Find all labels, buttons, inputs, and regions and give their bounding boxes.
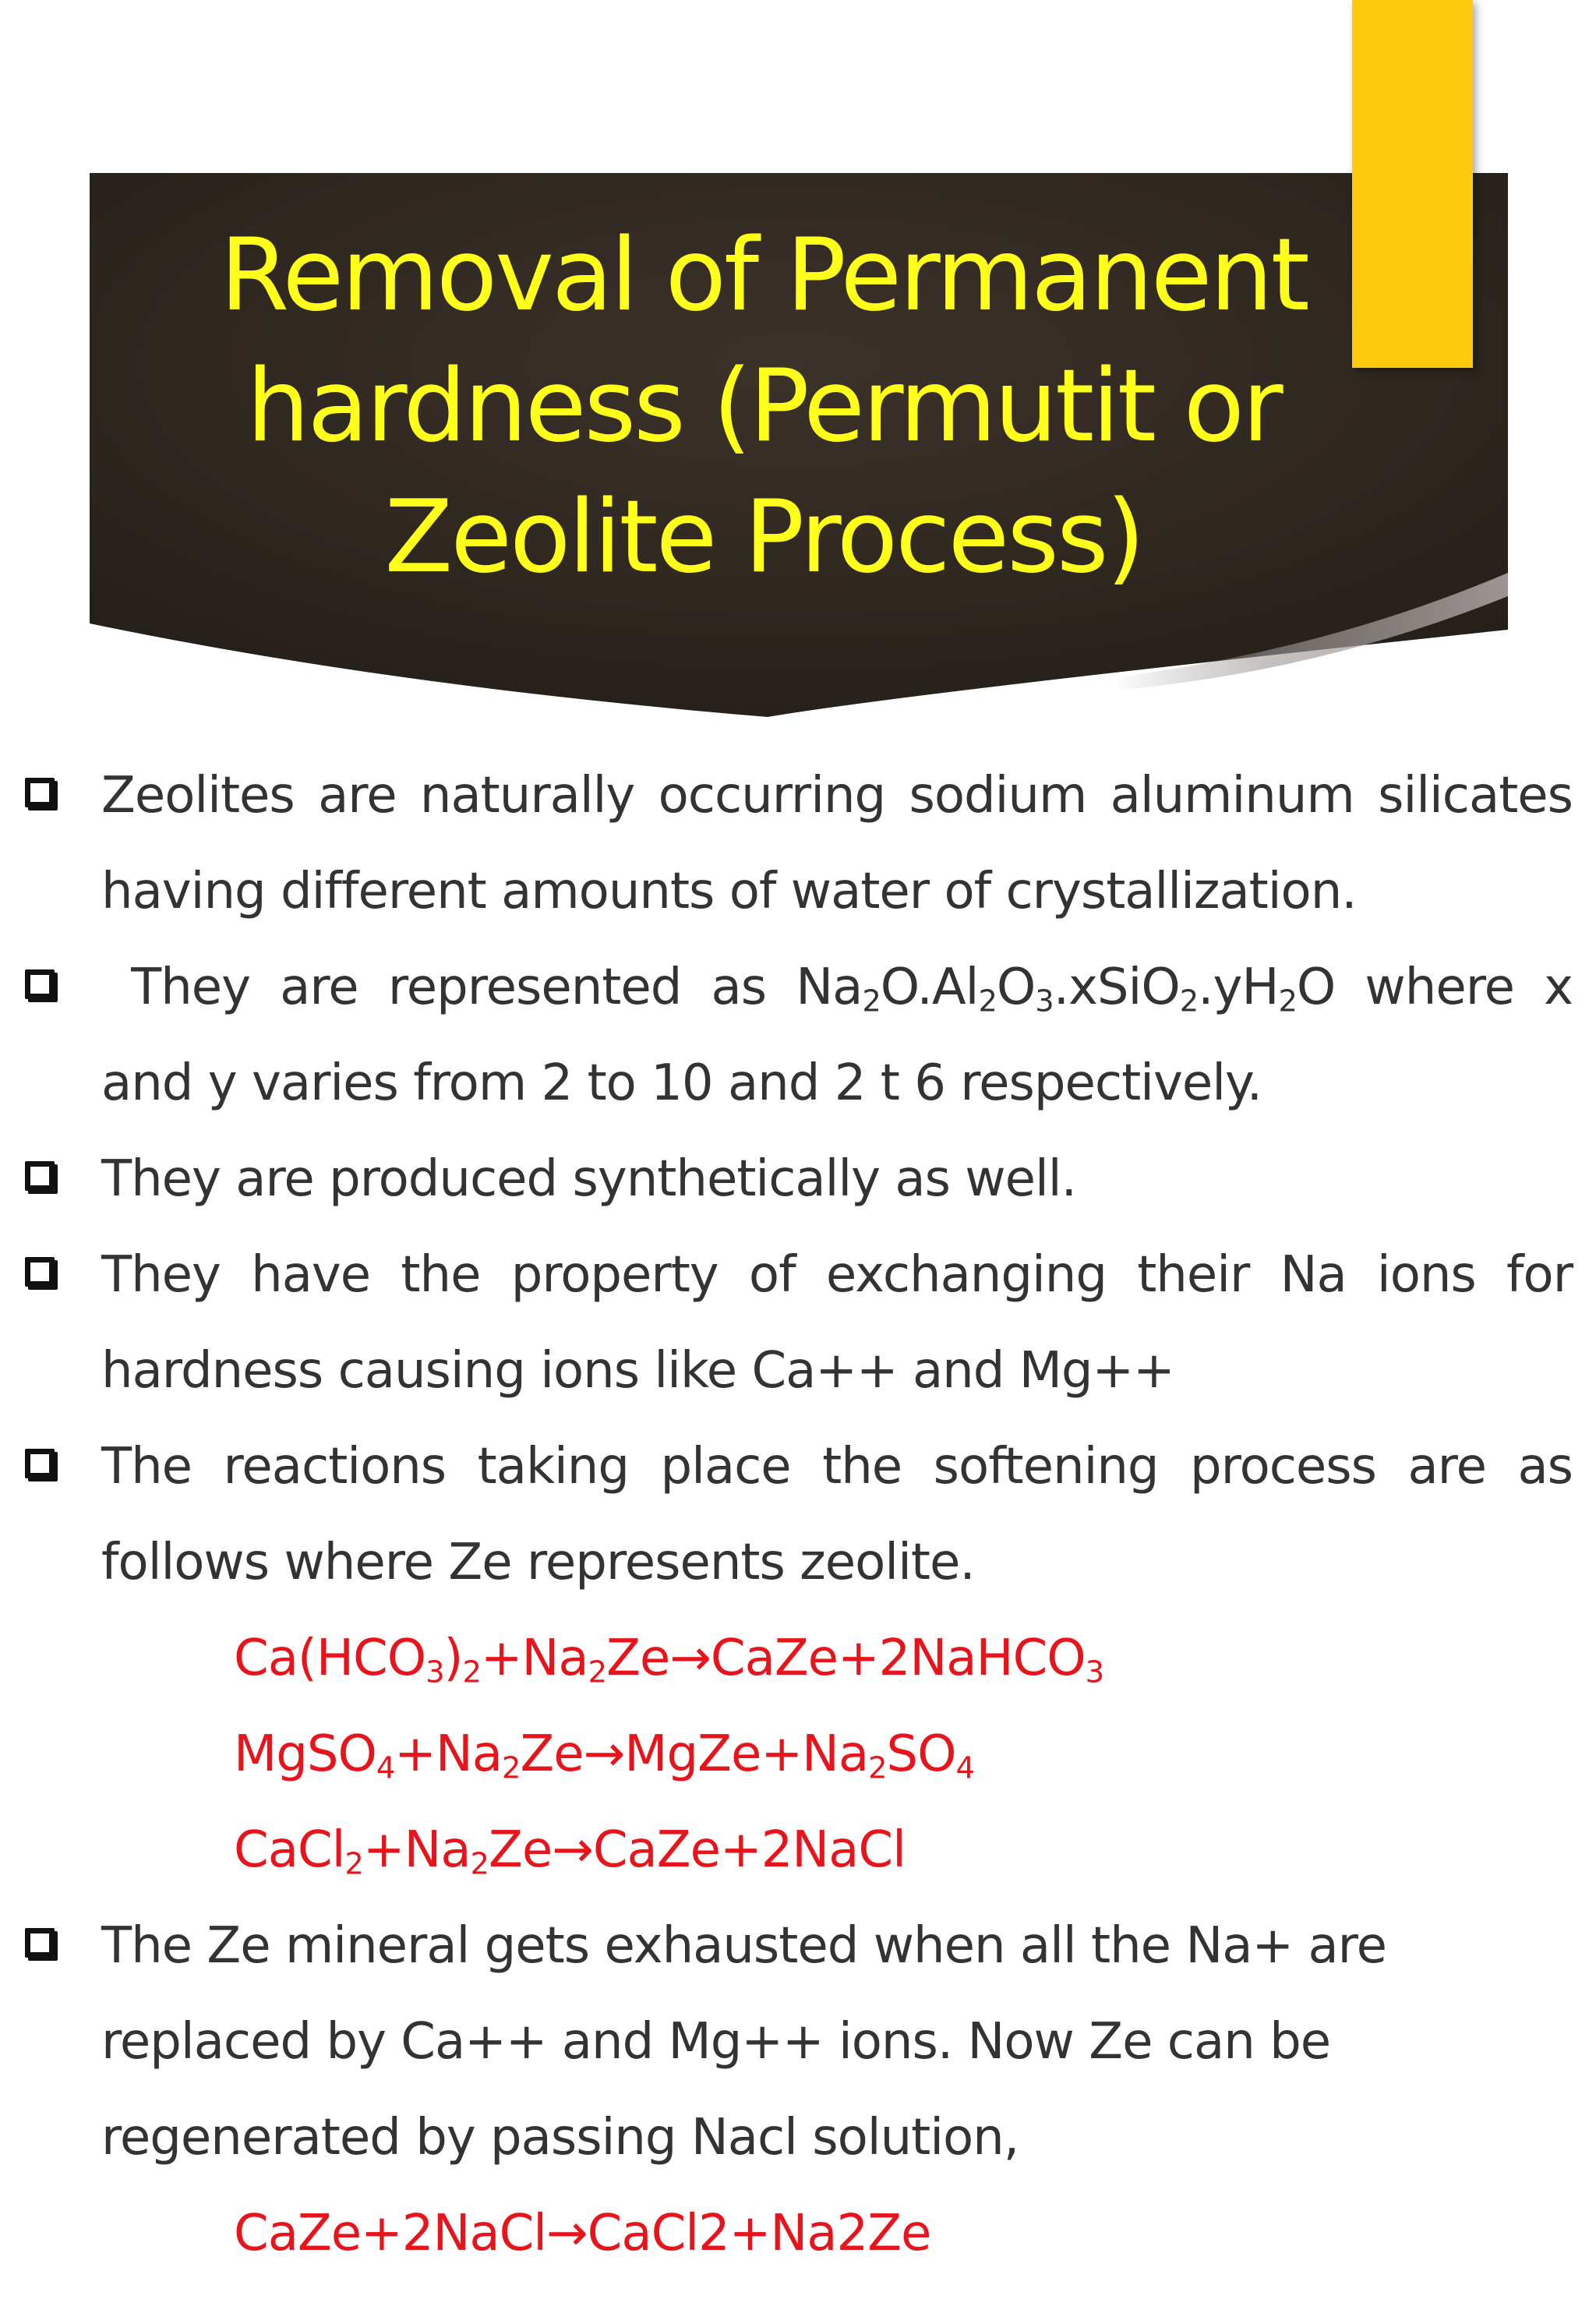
bullet-text: The Ze mineral gets exhausted when all the Na+ are replaced by Ca++ and Mg++ ions. Now Ze can be regenerated by passing Nacl solution, [101, 1917, 1386, 2167]
equation-regeneration: CaZe+2NaCl→CaCl2+Na2Ze [234, 2205, 931, 2262]
title-line-3: Zeolite Process) [384, 479, 1143, 595]
bullet-item [101, 1898, 1573, 2186]
checkbox-outline-icon [25, 1928, 55, 1958]
checkbox-outline-icon [25, 778, 55, 807]
title-line-2: hardness (Permutit or [246, 348, 1281, 464]
bullet-item [101, 940, 1573, 1132]
title-line-1: Removal of Permanent [220, 217, 1308, 334]
equation-calcium-chloride: $CaCl_2+Na_2Ze\to CaZe+2NaCl$ [234, 1821, 906, 1882]
checkbox-outline-icon [25, 1161, 55, 1191]
checkbox-outline-icon [25, 1257, 55, 1287]
bullet-text: They are represented as $Na_2O.Al_2O_3.xSiO_2.yH_2O$ where x and y varies from 2 to 10 and 2 t 6 respectively. [101, 959, 1573, 1112]
yellow-accent-bar [1352, 0, 1473, 368]
title-banner [0, 0, 1596, 748]
bullet-item [101, 1227, 1573, 1419]
bullet-item [101, 748, 1573, 940]
bullet-text: They are produced synthetically as well. [101, 1150, 1076, 1208]
bullet-text: They have the property of exchanging their Na ions for hardness causing ions like Ca++ and Mg++ [101, 1246, 1573, 1400]
equation-magnesium-sulfate: $MgSO_4+Na_2Ze\to MgZe+Na_2SO_4$ [234, 1725, 974, 1786]
bullet-item [101, 1419, 1573, 1611]
checkbox-outline-icon [25, 1449, 55, 1478]
slide-title [125, 210, 1403, 603]
bullet-text: The reactions taking place the softening process are as follows where Ze represents zeolite. [101, 1438, 1573, 1591]
bullet-text: Zeolites are naturally occurring sodium aluminum silicates having different amounts of water of crystallization. [101, 767, 1573, 920]
bullet-item [101, 1132, 1573, 1227]
checkbox-outline-icon [25, 969, 55, 999]
equation-calcium-bicarbonate: $Ca(HCO_3)_2+Na_2Ze\to CaZe+2NaHCO_3$ [234, 1630, 1104, 1690]
